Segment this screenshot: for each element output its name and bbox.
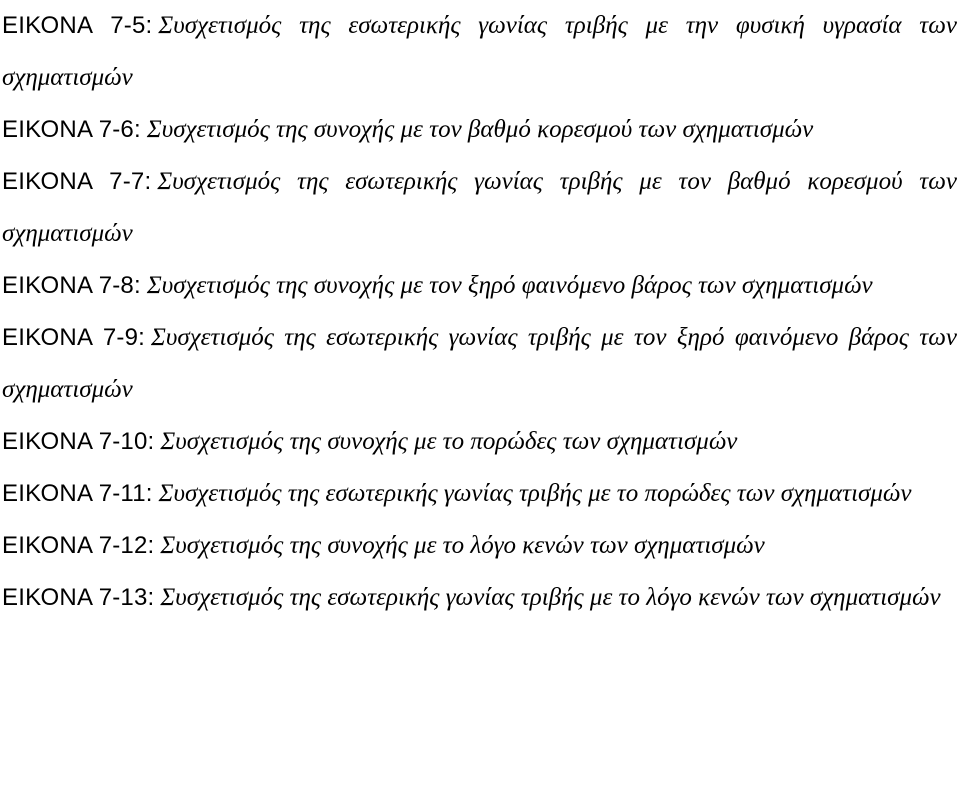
figure-caption: Συσχετισμός της εσωτερικής γωνίας τριβής με τον βαθμό κορεσμού των σχηματισμών — [2, 168, 957, 247]
figure-caption: Συσχετισμός της συνοχής με το πορώδες των σχηματισμών — [160, 428, 738, 455]
list-of-figures — [2, 0, 957, 624]
figure-label: ΕΙΚΟΝΑ 7-10: — [2, 428, 155, 455]
figure-caption: Συσχετισμός της εσωτερικής γωνίας τριβής με την φυσική υγρασία των σχηματισμών — [2, 12, 957, 91]
figure-entry-7-6 — [2, 104, 957, 156]
figure-caption: Συσχετισμός της εσωτερικής γωνίας τριβής με το πορώδες των σχηματισμών — [158, 480, 912, 507]
figure-label: ΕΙΚΟΝΑ 7-8: — [2, 272, 141, 299]
figure-label: ΕΙΚΟΝΑ 7-9: — [2, 324, 145, 351]
figure-entry-7-11 — [2, 468, 957, 520]
figure-entry-7-10 — [2, 416, 957, 468]
figure-label: ΕΙΚΟΝΑ 7-13: — [2, 584, 155, 611]
figure-caption: Συσχετισμός της εσωτερικής γωνίας τριβής με το λόγο κενών των σχηματισμών — [160, 584, 941, 611]
figure-entry-7-5 — [2, 0, 957, 104]
figure-caption: Συσχετισμός της συνοχής με το λόγο κενών των σχηματισμών — [160, 532, 765, 559]
figure-label: ΕΙΚΟΝΑ 7-11: — [2, 480, 153, 507]
figure-entry-7-7 — [2, 156, 957, 260]
figure-entry-7-9 — [2, 312, 957, 416]
figure-caption: Συσχετισμός της συνοχής με τον ξηρό φαινόμενο βάρος των σχηματισμών — [146, 272, 873, 299]
figure-label: ΕΙΚΟΝΑ 7-6: — [2, 116, 141, 143]
figure-entry-7-12 — [2, 520, 957, 572]
figure-label: ΕΙΚΟΝΑ 7-7: — [2, 168, 152, 195]
figure-label: ΕΙΚΟΝΑ 7-12: — [2, 532, 155, 559]
figure-caption: Συσχετισμός της συνοχής με τον βαθμό κορεσμού των σχηματισμών — [146, 116, 814, 143]
figure-entry-7-8 — [2, 260, 957, 312]
figure-caption: Συσχετισμός της εσωτερικής γωνίας τριβής με τον ξηρό φαινόμενο βάρος των σχηματισμών — [2, 324, 957, 403]
figure-label: ΕΙΚΟΝΑ 7-5: — [2, 12, 153, 39]
figure-entry-7-13 — [2, 572, 957, 624]
